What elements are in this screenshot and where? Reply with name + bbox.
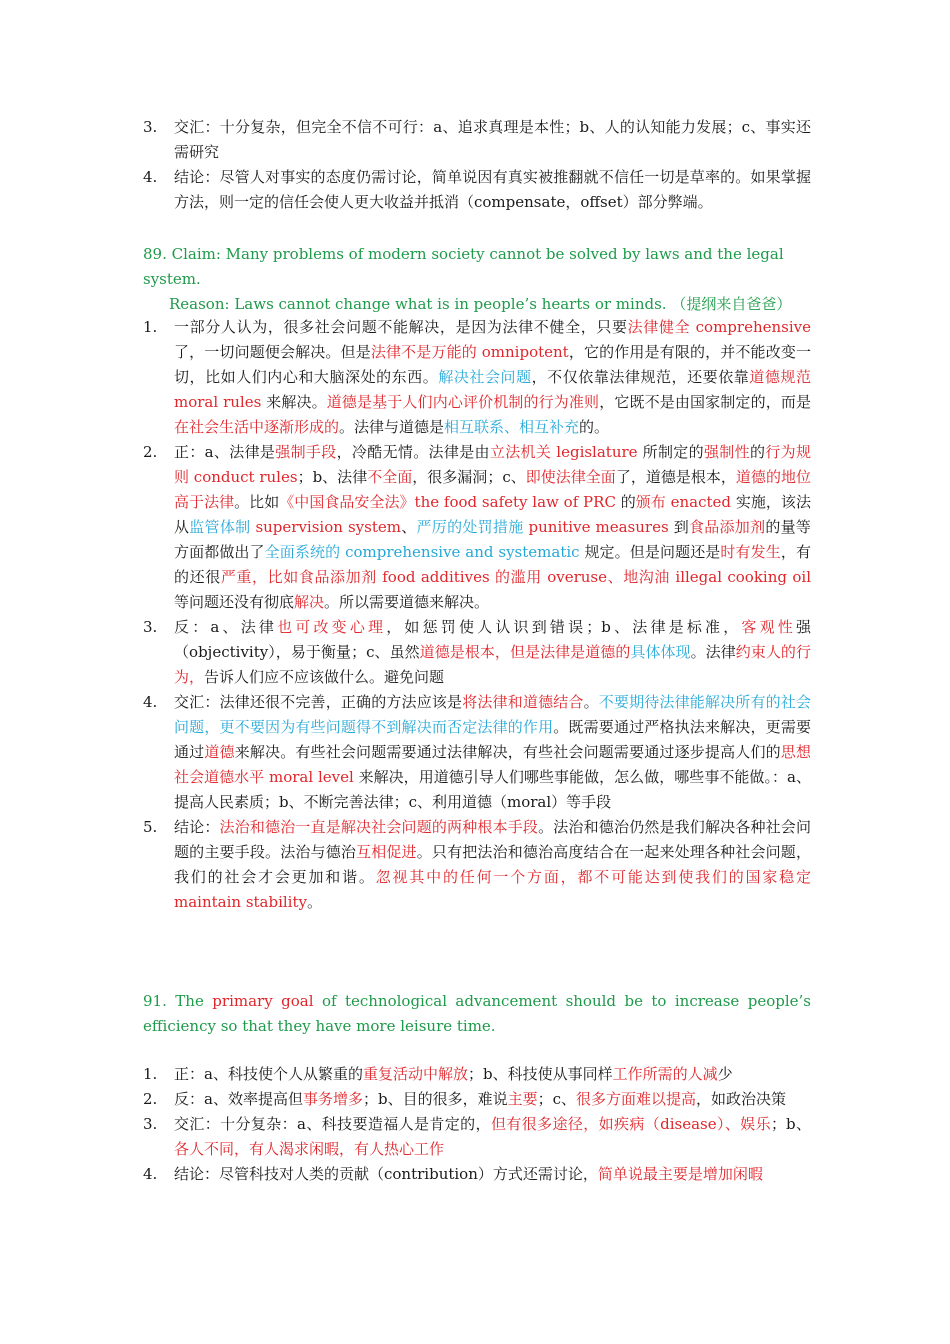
text-run: 来解决，用道德引导人们哪些事能做，怎么做，哪些事不能做。：a、提高人民素质；b、不断完善法律；c、利用道德（moral）等手段 [174,768,811,811]
text-run: 时有发生 [720,543,781,561]
text-run: 反：a、法律 [174,618,278,636]
text-run: 交汇：十分复杂，但完全不信不可行：a、追求真理是本性；b、人的认知能力发展；c、事实还需研究 [174,118,811,161]
text-run: 到 [668,518,689,536]
text-run: 一部分人认为，很多社会问题不能解决，是因为法律不健全，只要 [174,318,628,336]
text-run: ，它既不是由国家制定的，而是 [599,393,811,411]
item-text [174,1065,733,1083]
list-item [143,1062,811,1087]
text-run: ，很多漏洞；c、 [412,468,526,486]
item-text [174,618,811,686]
item-text [174,818,811,911]
item-text [174,118,811,161]
text-run: 等问题还没有彻底 [174,593,295,611]
item-text [174,1090,786,1108]
text-run: 法治和德治一直是解决社会问题的两种根本手段 [219,818,539,836]
item-number: 1. [143,318,158,336]
text-run: 严重，比如食品添加剂 food additives 的滥用 overuse、地沟油 illegal cooking oil [220,568,811,586]
heading-claim: 89. Claim: Many problems of modern society cannot be solved by laws and the legal system. [143,245,784,288]
item-number: 5. [143,818,158,836]
text-run: 正：a、科技使个人从繁重的 [174,1065,363,1083]
text-run: 、 [400,518,417,536]
item-number: 4. [143,693,158,711]
text-run: 交汇：法律还很不完善，正确的方法应该是 [174,693,463,711]
text-run: 即使法律全面 [525,468,616,486]
section-91-list [143,1062,811,1187]
list-item [143,615,811,690]
text-run: 互相促进 [356,843,417,861]
text-run: ，它的作用是有限的，并不能改变一切，比如人们内心和大脑深处的东西。 [174,343,811,386]
text-run: 所制定的 [637,443,704,461]
text-run: 规定。但是问题还是 [579,543,721,561]
text-run: ，有的还很 [174,543,811,586]
item-number: 4. [143,168,158,186]
text-run: 《中国食品安全法》the food safety law of PRC [279,493,616,511]
text-run: 。法律 [690,643,736,661]
text-run: 解决社会问题 [438,368,532,386]
item-text [174,1115,811,1158]
text-run: 。所以需要道德来解决。 [324,593,490,611]
text-run: 道德 [204,743,235,761]
text-run: of technological advancement should be to increase people’s efficiency so that they have more leisure time. [143,992,812,1035]
text-run: 各人不同，有人渴求闲暇，有人热心工作 [174,1140,445,1158]
text-run: 颁布 enacted [635,493,732,511]
text-run: 告诉人们应不应该做什么。避免问题 [204,668,445,686]
heading-reason: Reason: Laws cannot change what is in people’s hearts or minds. （提纲来自爸爸） [169,295,792,313]
text-run: 的量等方面都做出了 [174,518,811,561]
text-run: 。既需要通过严格执法来解决，更需要通过 [174,718,811,761]
text-run: 91. The [143,992,213,1010]
text-run: 少 [717,1065,733,1083]
text-run: 不全面 [367,468,413,486]
text-run: 工作所需的人减 [612,1065,718,1083]
text-run: 道德是根本，但是法律是道德的 [419,643,631,661]
text-run: 正：a、法律是 [174,443,276,461]
text-run: 。比如 [234,493,280,511]
text-run: 全面系统的 comprehensive and systematic [264,543,580,561]
list-item [143,115,811,165]
item-number: 2. [143,1090,158,1108]
text-run: 了，一切问题便会解决。但是 [174,343,371,361]
text-run: punitive measures [523,518,669,536]
text-run: ，不仅依靠法律规范，还要依靠 [531,368,750,386]
text-run: 相互联系、相互补充 [444,418,580,436]
text-run: 。只有把法治和德治高度结合在一起来处理各种社会问题，我们的社会才会更加和谐。 [174,843,811,886]
item-number: 2. [143,443,158,461]
text-run: 事务增多 [302,1090,363,1108]
text-run: 立法机关 legislature [489,443,638,461]
text-run: 结论：尽管人对事实的态度仍需讨论，简单说因有真实被推翻就不信任一切是草率的。如果掌握方法，则一定的信任会使人更大收益并抵消（compensate，offset）部分弊端。 [174,168,811,211]
item-text [174,318,811,436]
text-run: 重复活动中解放 [362,1065,468,1083]
text-run: 在社会生活中逐渐形成的 [174,418,340,436]
list-item [143,315,811,440]
text-run: 结论： [174,818,220,836]
text-run: 将法律和道德结合 [462,693,584,711]
list-item [143,690,811,815]
text-run: 来解决。有些社会问题需要通过法律解决，有些社会问题需要通过逐步提高人们的 [234,743,781,761]
text-run: ；b、目的很多，难说 [362,1090,508,1108]
text-run: 实施，该法从 [174,493,811,536]
section-91-heading [143,989,811,1039]
section-89-list [143,315,811,915]
text-run: 法律健全 comprehensive [627,318,811,336]
text-run: 。 [307,893,323,911]
text-run: 强（objectivity），易于衡量；c、虽然 [174,618,811,661]
text-run: 结论：尽管科技对人类的贡献（contribution）方式还需讨论， [174,1165,598,1183]
text-run: 强制性 [703,443,750,461]
item-number: 3. [143,1115,158,1133]
text-run: 客观性 [741,618,796,636]
item-text [174,168,811,211]
text-run: 但有很多途径，如疾病（disease）、娱乐 [490,1115,772,1133]
text-run: 严厉的处罚措施 [416,518,524,536]
text-run: 也可改变心理 [277,618,387,636]
text-run: 的 [615,493,636,511]
item-number: 3. [143,618,158,636]
item-text [174,443,811,611]
list-item [143,815,811,915]
item-number: 3. [143,118,158,136]
text-run: ；b、 [771,1115,811,1133]
text-run: 道德规范 moral rules [174,368,811,411]
item-number: 1. [143,1065,158,1083]
section-89-heading [143,242,811,317]
text-run: 道德的地位高于法律 [174,468,811,511]
item-number: 4. [143,1165,158,1183]
text-run: 主要 [507,1090,538,1108]
text-run: 交汇：十分复杂：a、科技要造福人是肯定的， [174,1115,491,1133]
text-run: 解决 [294,593,325,611]
text-run: 道德是基于人们内心评价机制的行为准则 [326,393,600,411]
text-run: 反：a、效率提高但 [174,1090,303,1108]
text-run: ；b、法律 [297,468,368,486]
text-run: 具体体现 [630,643,691,661]
text-run: ，如政治决策 [696,1090,787,1108]
text-run: 的 [749,443,766,461]
text-run: ，冷酷无情。法律是由 [336,443,490,461]
text-run: 很多方面难以提高 [576,1090,697,1108]
text-run: 不要期待法律能解决所有的社会问题，更不要因为有些问题得不到解决而否定法律的作用 [174,693,811,736]
list-item [143,1112,811,1162]
text-run: primary goal [212,992,314,1010]
list-item [143,1162,811,1187]
text-run: 食品添加剂 [688,518,766,536]
text-run: 强制手段 [275,443,337,461]
list-item [143,1087,811,1112]
text-run: 约束人的行为， [174,643,811,686]
text-run: 简单说最主要是增加闲暇 [597,1165,763,1183]
text-run: ；c、 [537,1090,576,1108]
section-top-list [143,115,811,215]
text-run: ；b、科技使从事同样 [467,1065,613,1083]
item-text [174,693,811,811]
text-run: 行为规则 conduct rules [174,443,811,486]
text-run: 法律不是万能的 omnipotent [370,343,569,361]
list-item [143,440,811,615]
text-run: 。法治和德治仍然是我们解决各种社会问题的主要手段。法治与德治 [174,818,811,861]
text-run: 忽视其中的任何一个方面，都不可能达到使我们的国家稳定 maintain stability [174,868,811,911]
text-run: supervision system [250,518,401,536]
text-run: 来解决。 [261,393,327,411]
text-run: 。 [583,693,599,711]
text-run: 。法律与道德是 [339,418,445,436]
item-text [174,1165,763,1183]
list-item [143,165,811,215]
text-run: 了，道德是根本， [615,468,736,486]
text-run: 的。 [579,418,610,436]
text-run: 思想社会道德水平 moral level [174,743,811,786]
text-run: 监管体制 [189,518,251,536]
text-run: ，如惩罚使人认识到错误；b、法律是标准， [386,618,742,636]
